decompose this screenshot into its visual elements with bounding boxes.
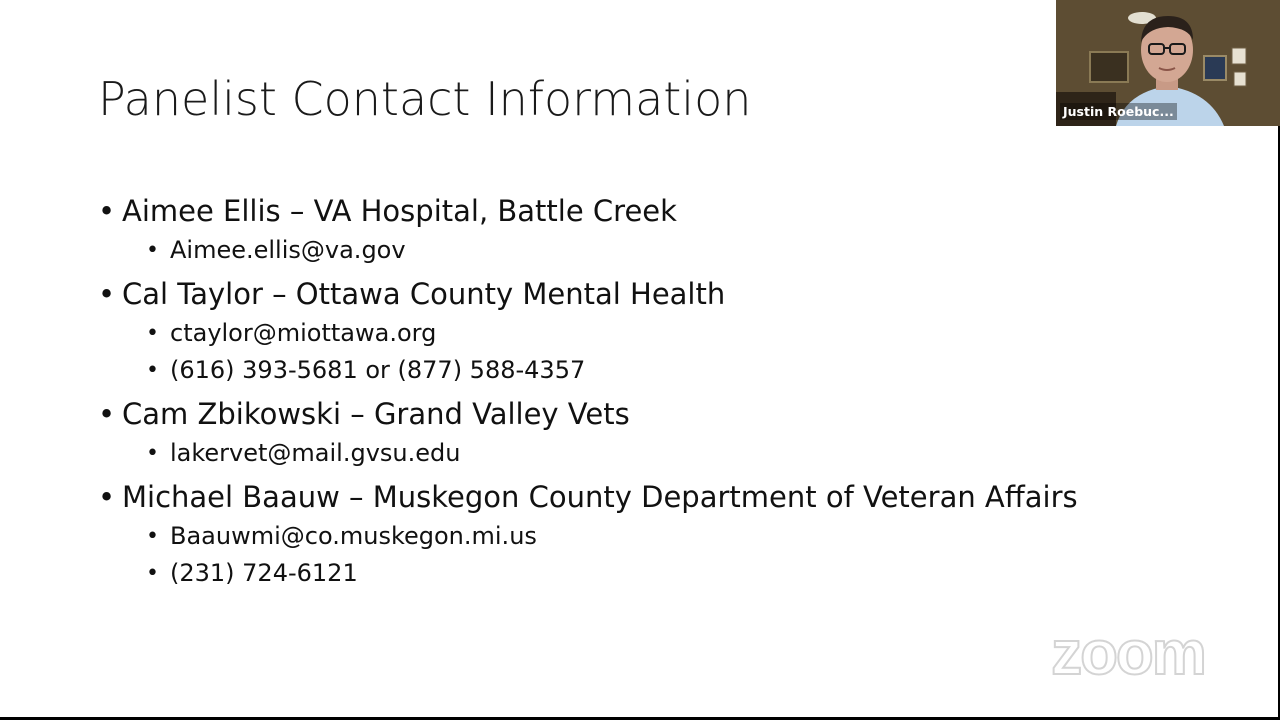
sub-bullet: • bbox=[146, 321, 159, 346]
contact-entry-cal-taylor bbox=[98, 273, 1198, 389]
contact-phone: (616) 393-5681 or (877) 588-4357 bbox=[170, 356, 586, 384]
contact-heading-text: Cal Taylor – Ottawa County Mental Health bbox=[122, 277, 726, 311]
bullet: • bbox=[98, 194, 116, 228]
contact-heading bbox=[98, 190, 1198, 232]
contact-email: ctaylor@miottawa.org bbox=[170, 319, 437, 347]
contact-phone: (231) 724-6121 bbox=[170, 559, 358, 587]
contact-entry-aimee-ellis bbox=[98, 190, 1198, 269]
sub-bullet: • bbox=[146, 238, 159, 263]
contact-heading bbox=[98, 476, 1198, 518]
contact-detail bbox=[146, 555, 1198, 592]
zoom-logo-text: zoom bbox=[1051, 626, 1205, 684]
contact-email: lakervet@mail.gvsu.edu bbox=[170, 439, 461, 467]
contact-detail bbox=[146, 352, 1198, 389]
contact-email: Aimee.ellis@va.gov bbox=[170, 236, 406, 264]
contact-heading-text: Aimee Ellis – VA Hospital, Battle Creek bbox=[122, 194, 677, 228]
participant-name-label: Justin Roebuc... bbox=[1060, 103, 1177, 120]
sub-bullet: • bbox=[146, 561, 159, 586]
zoom-logo-watermark bbox=[1024, 626, 1232, 684]
contact-heading-text: Michael Baauw – Muskegon County Department of Veteran Affairs bbox=[122, 480, 1078, 514]
participant-video-tile[interactable] bbox=[1056, 0, 1280, 126]
contact-detail bbox=[146, 315, 1198, 352]
sub-bullet: • bbox=[146, 524, 159, 549]
contact-detail bbox=[146, 435, 1198, 472]
sub-bullet: • bbox=[146, 441, 159, 466]
contact-heading bbox=[98, 273, 1198, 315]
contact-entry-michael-baauw bbox=[98, 476, 1198, 592]
bullet: • bbox=[98, 277, 116, 311]
contact-list bbox=[98, 190, 1198, 596]
bullet: • bbox=[98, 480, 116, 514]
bullet: • bbox=[98, 397, 116, 431]
slide-title: Panelist Contact Information bbox=[98, 72, 752, 126]
contact-heading-text: Cam Zbikowski – Grand Valley Vets bbox=[122, 397, 630, 431]
contact-detail bbox=[146, 232, 1198, 269]
contact-entry-cam-zbikowski bbox=[98, 393, 1198, 472]
contact-heading bbox=[98, 393, 1198, 435]
sub-bullet: • bbox=[146, 358, 159, 383]
contact-detail bbox=[146, 518, 1198, 555]
contact-email: Baauwmi@co.muskegon.mi.us bbox=[170, 522, 537, 550]
